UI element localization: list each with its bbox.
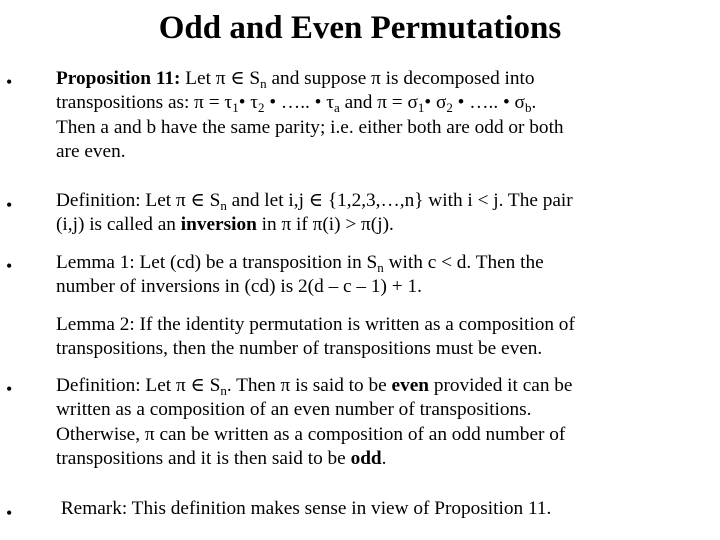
text-run: .: [531, 92, 537, 114]
bullet-marker: •: [6, 195, 13, 215]
odd-term: odd: [350, 448, 382, 470]
even-definition-line-1: [56, 374, 708, 398]
subscript: 1: [232, 100, 239, 116]
text-run: in π if π(i) > π(j).: [256, 214, 394, 236]
subscript: n: [220, 198, 227, 213]
text-run: Let π ∈ S: [180, 68, 261, 89]
proposition-11-line-4: are even.: [56, 141, 126, 163]
lemma-1-line-1: [56, 251, 708, 275]
remark-paragraph: [56, 497, 708, 521]
bullet-marker: •: [6, 379, 13, 399]
inversion-definition-line-2: [56, 213, 708, 237]
subscript: 1: [417, 100, 425, 116]
lemma-1-paragraph: [56, 251, 708, 300]
proposition-11-line-2: [56, 91, 708, 115]
text-run: Definition: Let π ∈ S: [56, 190, 221, 211]
even-definition-paragraph: [56, 374, 708, 472]
even-definition-line-4: [56, 447, 708, 471]
proposition-11-paragraph: [56, 67, 708, 165]
text-run: provided it can be: [429, 375, 573, 396]
text-run: . Then π is said to be: [226, 375, 392, 396]
text-run: Definition: Let π ∈ S: [56, 375, 221, 396]
text-run: • ….. • τ: [264, 92, 334, 114]
even-definition-line-2: written as a composition of an even number of transpositions.: [56, 399, 532, 421]
text-run: .: [381, 448, 387, 470]
subscript: n: [220, 383, 227, 398]
subscript: 2: [446, 100, 453, 116]
remark-line: Remark: This definition makes sense in view of Proposition 11.: [56, 498, 552, 519]
proposition-11-line-3: Then a and b have the same parity; i.e. either both are odd or both: [56, 116, 564, 138]
even-term: even: [391, 375, 429, 396]
text-run: Lemma 1: Let (cd) be a transposition in S: [56, 252, 378, 273]
subscript: 2: [258, 100, 265, 116]
bullet-marker: •: [6, 256, 13, 276]
text-run: with c < d. Then the: [383, 252, 544, 273]
bullet-marker: •: [6, 503, 13, 523]
text-run: (i,j) is called an: [56, 214, 181, 236]
lemma-1-line-2: number of inversions in (cd) is 2(d – c – 1) + 1.: [56, 276, 422, 298]
lemma-2-paragraph: [56, 313, 708, 362]
text-run: • τ: [238, 92, 259, 114]
text-run: transpositions as: π = τ: [56, 92, 233, 114]
inversion-definition-line-1: [56, 189, 708, 213]
subscript: b: [524, 100, 532, 116]
subscript: n: [377, 260, 384, 275]
bullet-marker: •: [6, 72, 13, 92]
inversion-definition-paragraph: [56, 189, 708, 238]
inversion-term: inversion: [180, 214, 257, 236]
text-run: • ….. • σ: [452, 92, 525, 114]
page-title: Odd and Even Permutations: [158, 10, 562, 46]
lemma-2-line-2: transpositions, then the number of transpositions must be even.: [56, 338, 543, 360]
text-run: and π = σ: [339, 92, 418, 114]
even-definition-line-3: Otherwise, π can be written as a composition of an odd number of: [56, 423, 566, 445]
text-run: and let i,j ∈ {1,2,3,…,n} with i < j. The pair: [226, 190, 573, 211]
subscript: n: [260, 76, 267, 91]
text-run: • σ: [424, 92, 447, 114]
proposition-11-line-1: [56, 67, 708, 91]
text-run: transpositions and it is then said to be: [56, 448, 351, 470]
proposition-label: Proposition 11:: [56, 68, 181, 89]
subscript: a: [333, 100, 340, 116]
text-run: and suppose π is decomposed into: [266, 68, 535, 89]
lemma-2-line-1: Lemma 2: If the identity permutation is written as a composition of: [56, 314, 575, 335]
